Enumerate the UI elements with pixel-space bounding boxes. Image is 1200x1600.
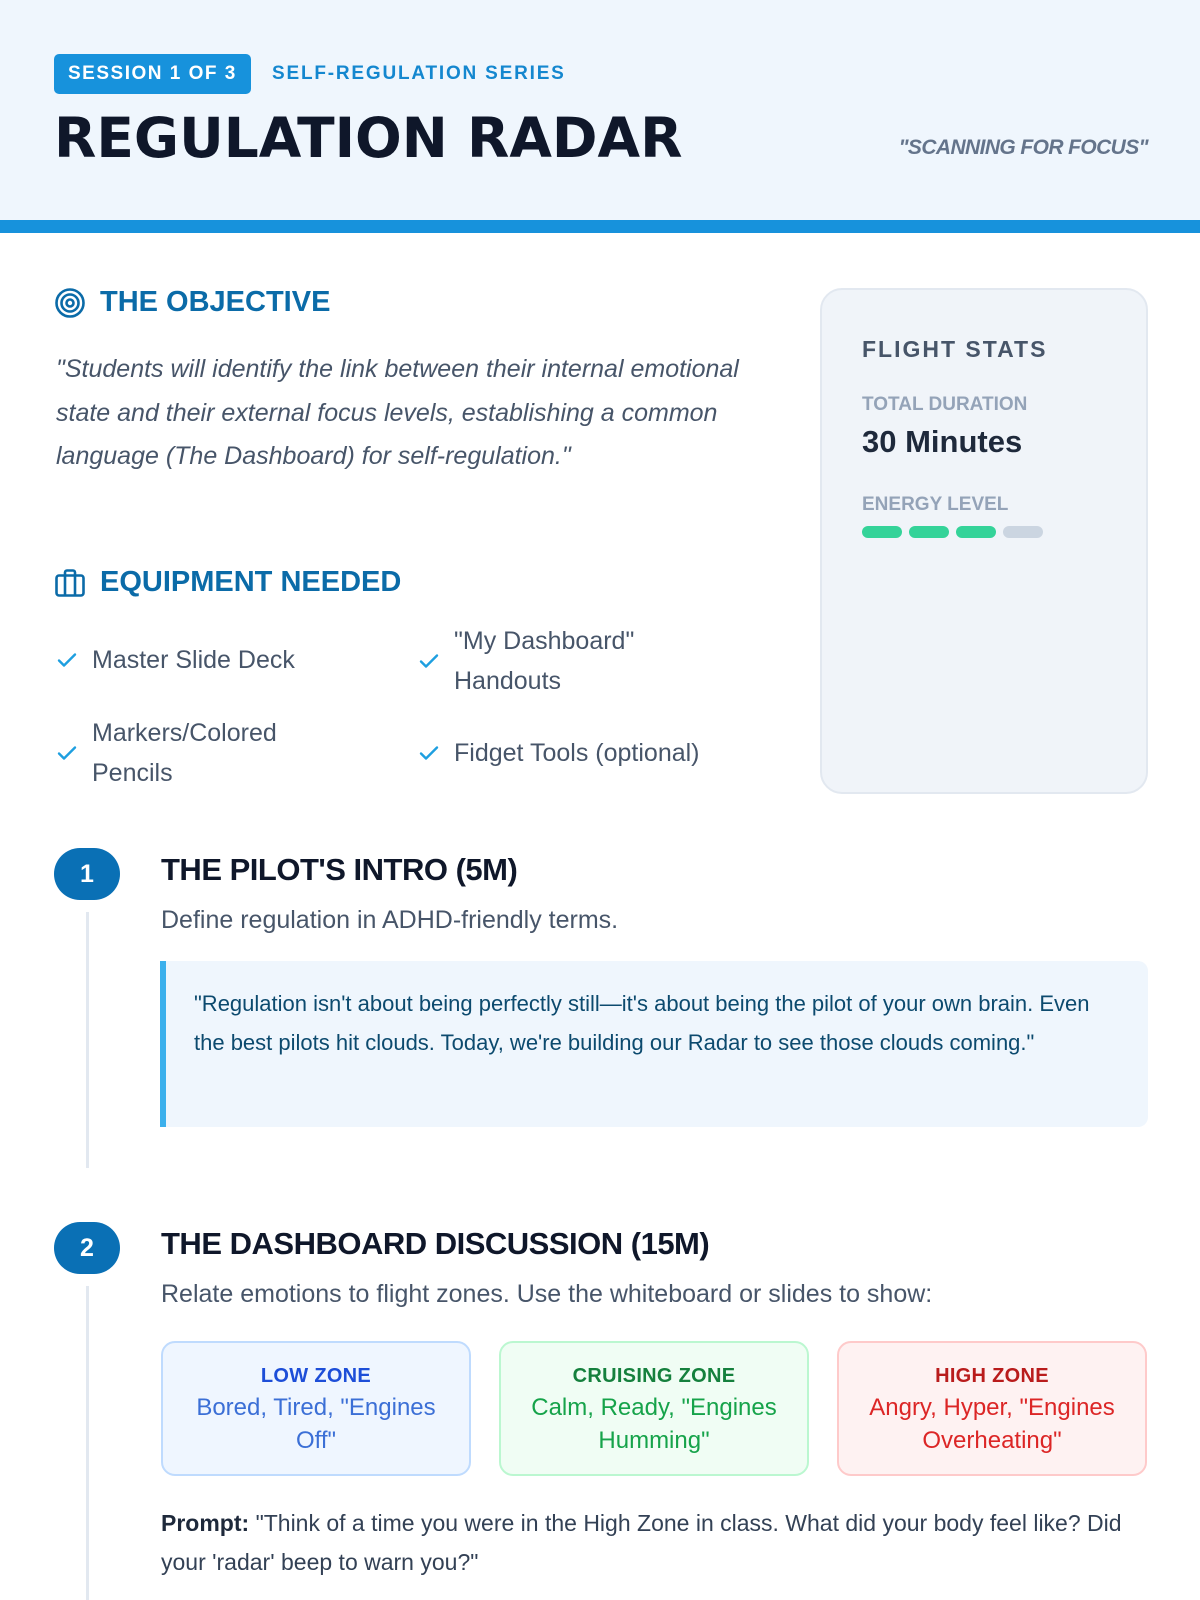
flight-stats-title: FLIGHT STATS [862,336,1048,362]
zone-description: Calm, Ready, "Engines Humming" [531,1394,777,1454]
zone-name: HIGH ZONE [935,1365,1049,1387]
energy-segment [909,526,949,538]
step-subtitle: Define regulation in ADHD-friendly terms. [161,906,619,934]
target-icon [54,287,86,319]
energy-segment [1003,526,1043,538]
step-number: 1 [54,848,120,900]
session-badge: SESSION 1 OF 3 [54,54,251,94]
zone-name: LOW ZONE [260,1365,372,1387]
check-icon [56,742,78,764]
zone-card-low [161,1341,471,1476]
step-title: THE DASHBOARD DISCUSSION (15M) [161,1226,710,1261]
energy-segment [862,526,902,538]
step-title: THE PILOT'S INTRO (5M) [161,852,518,887]
zone-card-high [837,1341,1147,1476]
prompt-text: "Think of a time you were in the High Zone in class. What did your body feel like? Did your 'radar' beep to warn you?" [161,1510,1122,1575]
objective-heading [54,286,330,319]
equipment-item: Markers/Colored Pencils [56,713,356,793]
duration-value: 30 Minutes [862,424,1023,459]
page-title: REGULATION RADAR [54,106,683,170]
flight-stats-card [820,288,1148,794]
check-icon [56,649,78,671]
check-icon [418,650,440,672]
check-icon [418,742,440,764]
discussion-prompt [161,1504,1151,1582]
header-divider [0,220,1200,233]
equipment-heading [54,566,401,599]
equipment-item: "My Dashboard" Handouts [418,621,718,701]
step-subtitle: Relate emotions to flight zones. Use the whiteboard or slides to show: [161,1280,933,1308]
page-header [0,0,1200,220]
objective-heading-label: THE OBJECTIVE [100,286,331,318]
equipment-item: Fidget Tools (optional) [418,733,700,773]
pilot-quote: "Regulation isn't about being perfectly still—it's about being the pilot of your own brain. Even the best pilots hit clouds. Today, we're building our Radar to see those clouds coming." [160,961,1148,1127]
timeline-line [86,912,89,1168]
objective-text: "Students will identify the link between their internal emotional state and their external focus levels, establishing a common language (The Dashboard) for self-regulation." [56,355,739,470]
zone-description: Bored, Tired, "Engines Off" [196,1394,436,1454]
zone-name: CRUISING ZONE [572,1365,736,1387]
series-label: SELF-REGULATION SERIES [272,63,566,84]
duration-label: TOTAL DURATION [862,394,1028,415]
briefcase-icon [54,567,86,599]
timeline-line [86,1286,89,1600]
prompt-label: Prompt: [161,1510,250,1536]
tagline: "SCANNING FOR FOCUS" [898,136,1148,159]
step-number: 2 [54,1222,120,1274]
energy-meter [862,526,1043,538]
energy-segment [956,526,996,538]
equipment-heading-label: EQUIPMENT NEEDED [100,566,402,598]
zone-card-cruising [499,1341,809,1476]
energy-label: ENERGY LEVEL [862,494,1009,515]
zone-description: Angry, Hyper, "Engines Overheating" [869,1394,1115,1454]
equipment-item: Master Slide Deck [56,640,295,680]
